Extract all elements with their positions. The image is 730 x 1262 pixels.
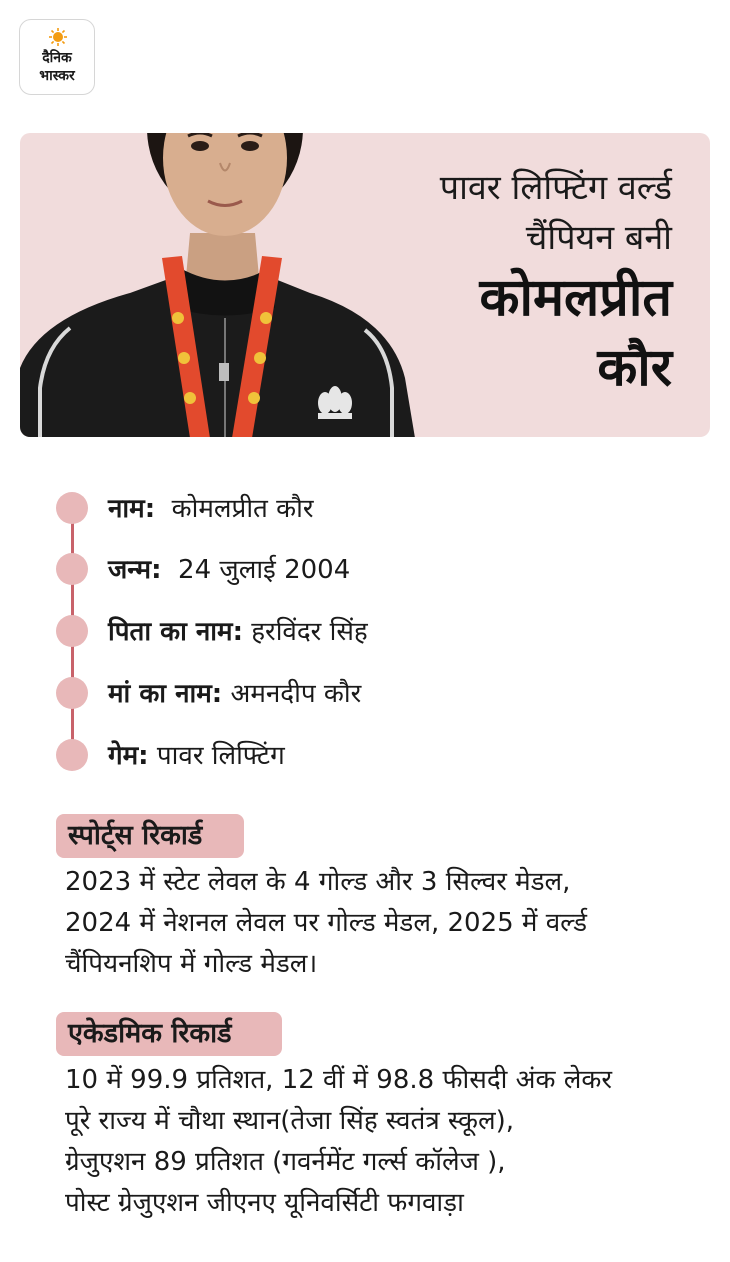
sports-record-line: 2023 में स्टेट लेवल के 4 गोल्ड और 3 सिल्वर मेडल, [65,867,571,897]
headline-line1: पावर लिफ्टिंग वर्ल्ड [439,168,672,208]
timeline-dot [56,615,88,647]
academic-record-title: एकेडमिक रिकार्ड [56,1012,282,1056]
profile-item-father [108,616,368,648]
headline-name-line2: कौर [597,338,672,398]
timeline-dot [56,739,88,771]
profile-label: पिता का नाम: [108,617,243,647]
headline-line2: चैंपियन बनी [525,218,672,258]
profile-label: मां का नाम: [108,679,223,709]
profile-item-mother [108,678,361,710]
profile-label: गेम: [108,741,149,771]
headline [440,163,672,403]
academic-record-line: 10 में 99.9 प्रतिशत, 12 वीं में 98.8 फीसदी अंक लेकर [65,1065,612,1095]
timeline-dot [56,677,88,709]
timeline-dot [56,553,88,585]
academic-record-line: ग्रेजुएशन 89 प्रतिशत (गवर्नमेंट गर्ल्स कॉलेज ), [65,1147,506,1177]
profile-value: अमनदीप कौर [230,679,362,709]
profile-label: नाम: [108,494,156,524]
academic-record-text [65,1060,705,1224]
logo-text-line2: भास्कर [39,68,75,84]
profile-value: कोमलप्रीत कौर [171,494,314,524]
profile-value: हरविंदर सिंह [251,617,368,647]
sports-record-line: 2024 में नेशनल लेवल पर गोल्ड मेडल, 2025 में वर्ल्ड [65,908,588,938]
profile-item-birth [108,554,350,586]
profile-value: 24 जुलाई 2004 [178,555,351,585]
dainik-bhaskar-logo [19,19,95,95]
sports-record-title: स्पोर्ट्स रिकार्ड [56,814,244,858]
timeline-dot [56,492,88,524]
profile-label: जन्म: [108,555,162,585]
sun-logo-icon [49,28,67,46]
hero-banner [20,133,710,437]
sports-record-line: चैंपियनशिप में गोल्ड मेडल। [65,949,318,979]
athlete-photo [20,133,420,437]
academic-record-line: पूरे राज्य में चौथा स्थान(तेजा सिंह स्वतंत्र स्कूल), [65,1106,515,1136]
headline-name-line1: कोमलप्रीत [479,268,672,328]
profile-value: पावर लिफ्टिंग [156,741,285,771]
sports-record-text [65,862,705,985]
academic-record-line: पोस्ट ग्रेजुएशन जीएनए यूनिवर्सिटी फगवाड़ा [65,1188,464,1218]
profile-item-name [108,493,313,525]
logo-text-line1: दैनिक [42,50,72,66]
profile-item-game [108,740,285,772]
